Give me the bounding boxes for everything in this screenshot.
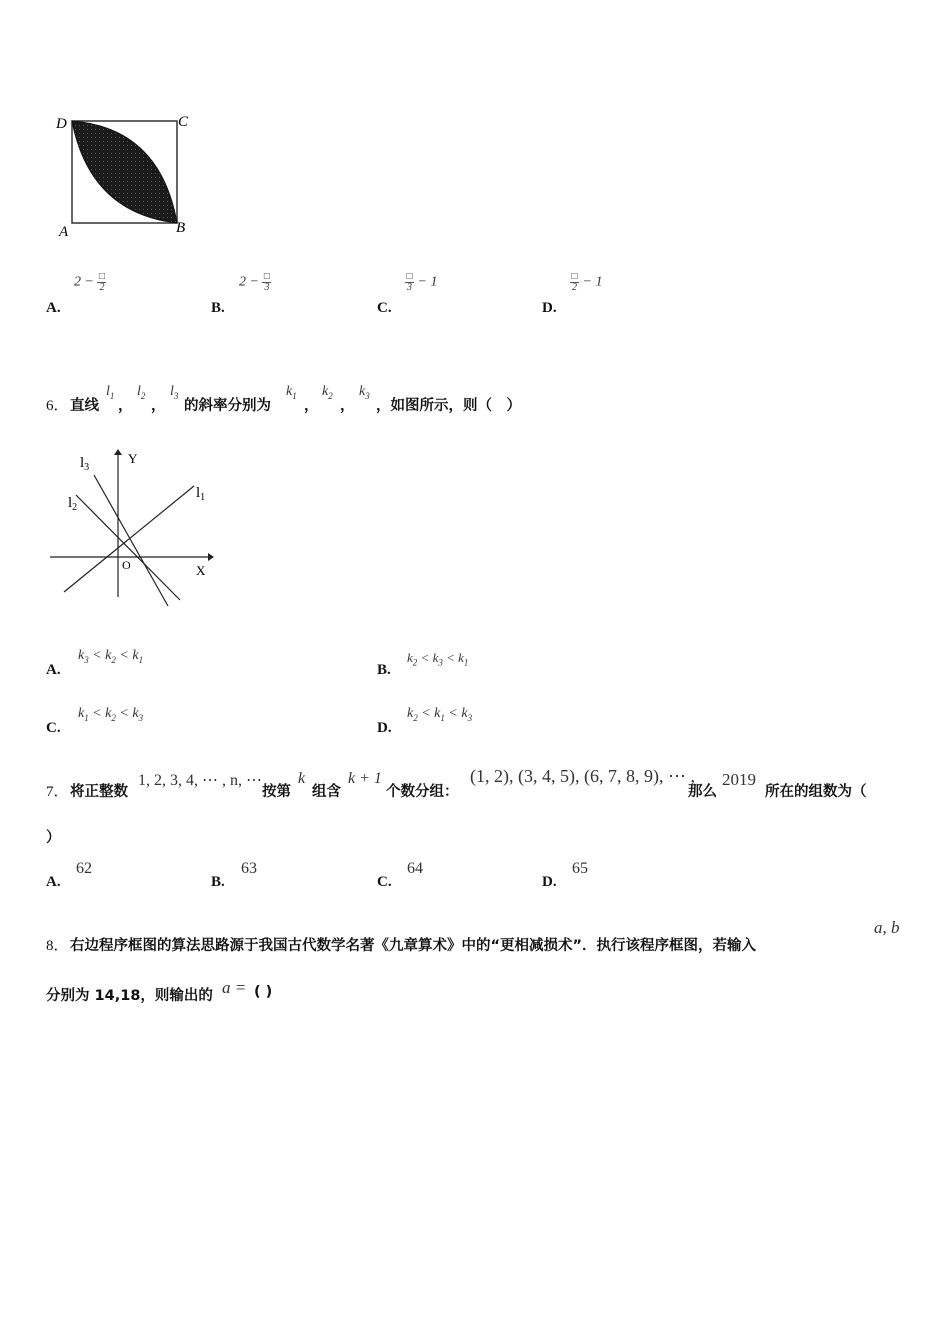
q6-option-d[interactable] bbox=[377, 706, 677, 740]
shaded-lens bbox=[72, 121, 177, 223]
option-letter: A. bbox=[46, 662, 61, 678]
option-letter: C. bbox=[377, 874, 392, 890]
line-l3-stroke bbox=[94, 475, 168, 606]
option-letter: A. bbox=[46, 874, 61, 890]
option-expression: $k_2 < k_1 < k_3$ bbox=[407, 706, 473, 723]
y-axis-label: Y bbox=[128, 451, 138, 466]
stem-text: 分别为 14,18，则输出的 bbox=[46, 988, 213, 1004]
vertex-b-label: B bbox=[176, 220, 186, 236]
option-letter: B. bbox=[211, 874, 225, 890]
q5-option-b[interactable] bbox=[211, 268, 351, 318]
option-letter: D. bbox=[377, 720, 392, 736]
inputs-ab: a, b bbox=[874, 918, 900, 937]
q6-lines-figure bbox=[46, 445, 226, 610]
q6-option-a[interactable] bbox=[46, 648, 346, 682]
q7-option-d[interactable] bbox=[542, 858, 682, 894]
vertex-a-label: A bbox=[59, 224, 69, 240]
option-expression: $k_1 < k_2 < k_3$ bbox=[78, 706, 144, 723]
slope-k2: $k_2$ bbox=[322, 384, 333, 401]
integer-sequence: 1, 2, 3, 4, ⋯ , n, ⋯ bbox=[138, 772, 262, 789]
line-l3: $l_3$ bbox=[170, 384, 179, 401]
question-number: 8． bbox=[46, 938, 69, 954]
stem-text: 直线 bbox=[70, 398, 99, 414]
separator: ， bbox=[151, 398, 166, 414]
target-number: 2019 bbox=[722, 770, 756, 789]
line-l1: $l_1$ bbox=[106, 384, 115, 401]
option-letter: D. bbox=[542, 300, 557, 316]
q7-option-b[interactable] bbox=[211, 858, 351, 894]
slope-k1: $k_1$ bbox=[286, 384, 297, 401]
option-value: 62 bbox=[76, 860, 92, 877]
q5-square-figure bbox=[50, 108, 200, 243]
q7-option-c[interactable] bbox=[377, 858, 517, 894]
option-letter: C. bbox=[46, 720, 61, 736]
answer-paren: ( ) bbox=[254, 984, 273, 1000]
option-value: 65 bbox=[572, 860, 588, 877]
l2-label: $l_2$ bbox=[68, 495, 78, 513]
option-letter: A. bbox=[46, 300, 61, 316]
origin-label: O bbox=[122, 558, 131, 572]
option-expression: $\frac{□}{2}$ − 1 bbox=[571, 271, 603, 293]
question-number: 7． bbox=[46, 784, 69, 800]
q5-option-c[interactable] bbox=[377, 268, 517, 318]
y-axis-arrow bbox=[114, 449, 122, 455]
q7-option-a[interactable] bbox=[46, 858, 186, 894]
stem-text: ，如图所示，则（ ） bbox=[376, 398, 521, 414]
option-expression: 2 − $\frac{□}{2}$ bbox=[74, 271, 105, 293]
stem-text: 组含 bbox=[312, 784, 341, 800]
x-axis-label: X bbox=[196, 563, 206, 578]
stem-close-paren: ） bbox=[46, 830, 61, 846]
x-axis-arrow bbox=[208, 553, 214, 561]
option-expression: $k_2 < k_3 < k_1$ bbox=[407, 650, 469, 668]
vertex-d-label: D bbox=[56, 116, 67, 132]
slope-k3: $k_3$ bbox=[359, 384, 370, 401]
q7-stem bbox=[46, 766, 926, 846]
separator: ， bbox=[118, 398, 133, 414]
stem-text: 个数分组： bbox=[386, 784, 459, 800]
q5-option-d[interactable] bbox=[542, 268, 682, 318]
q8-stem bbox=[46, 918, 926, 1008]
option-letter: B. bbox=[377, 662, 391, 678]
var-k-plus-1: k + 1 bbox=[348, 770, 382, 787]
option-expression: $\frac{□}{3}$ − 1 bbox=[406, 271, 438, 293]
question-number: 6． bbox=[46, 398, 69, 414]
option-value: 63 bbox=[241, 860, 257, 877]
output-a-equals: a = bbox=[222, 978, 247, 997]
group-list: (1, 2), (3, 4, 5), (6, 7, 8, 9), ⋯ , bbox=[470, 766, 695, 786]
stem-text: 按第 bbox=[262, 784, 291, 800]
option-letter: B. bbox=[211, 300, 225, 316]
stem-text: 的斜率分别为 bbox=[184, 398, 271, 414]
q6-option-c[interactable] bbox=[46, 706, 346, 740]
stem-text: 所在的组数为（ bbox=[765, 784, 867, 800]
option-value: 64 bbox=[407, 860, 423, 877]
option-expression: 2 − $\frac{□}{3}$ bbox=[239, 271, 270, 293]
q6-stem bbox=[46, 382, 906, 418]
q5-option-a[interactable] bbox=[46, 268, 186, 318]
q6-option-b[interactable] bbox=[377, 648, 677, 682]
l3-label: $l_3$ bbox=[80, 455, 90, 473]
stem-text: 将正整数 bbox=[70, 784, 128, 800]
separator: ， bbox=[304, 398, 319, 414]
stem-text: 那么 bbox=[688, 784, 717, 800]
l1-label: $l_1$ bbox=[196, 485, 206, 503]
option-expression: $k_3 < k_2 < k_1$ bbox=[78, 648, 144, 665]
option-letter: C. bbox=[377, 300, 392, 316]
separator: ， bbox=[340, 398, 355, 414]
line-l2: $l_2$ bbox=[137, 384, 146, 401]
vertex-c-label: C bbox=[178, 114, 189, 130]
var-k: k bbox=[298, 770, 306, 787]
stem-text: 右边程序框图的算法思路源于我国古代数学名著《九章算术》中的“更相减损术”．执行该程序框图，若输入 bbox=[70, 938, 757, 954]
option-letter: D. bbox=[542, 874, 557, 890]
